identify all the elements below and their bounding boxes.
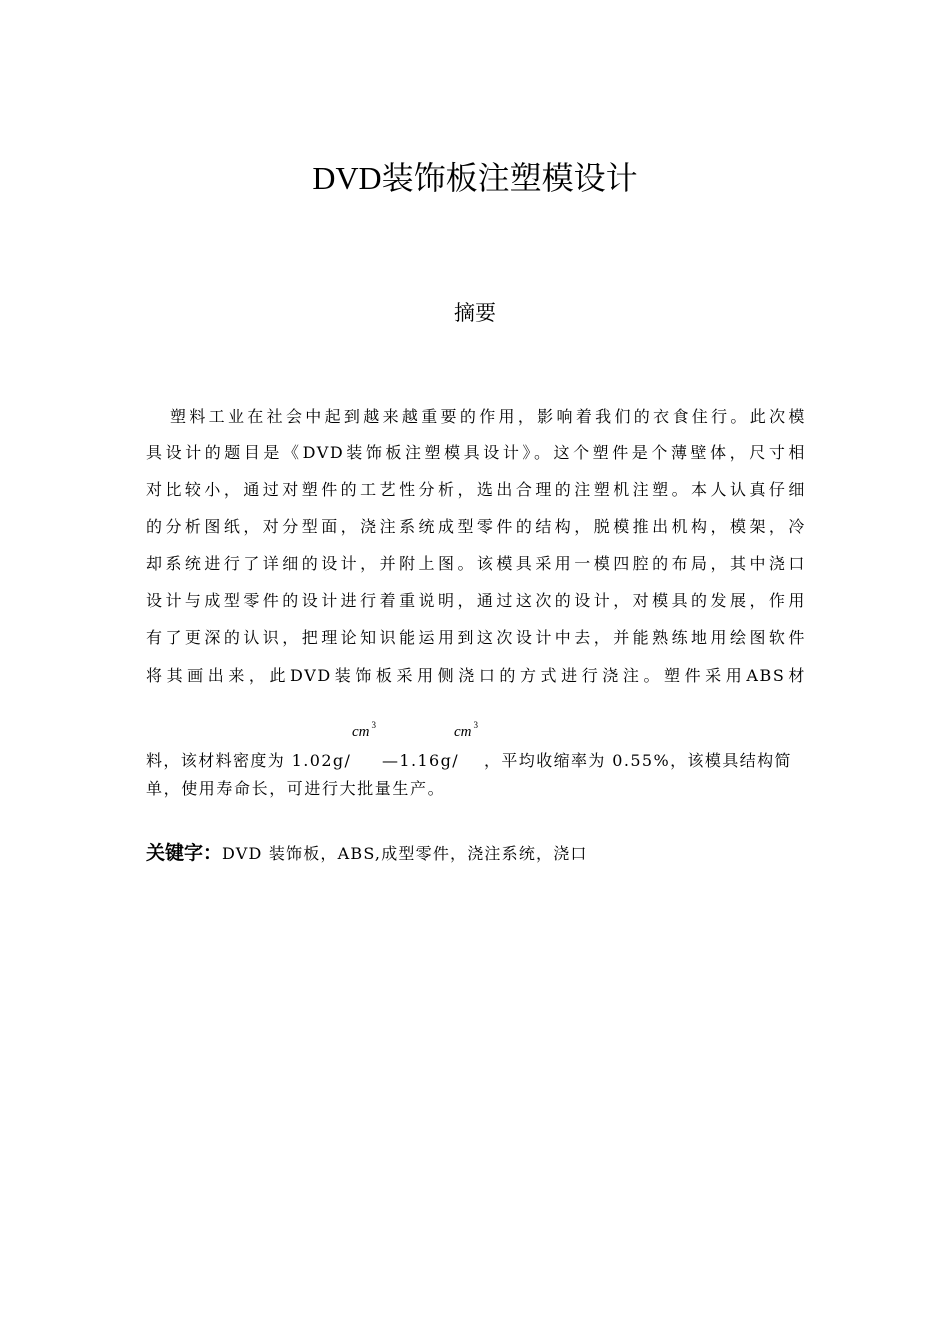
abstract-line: 有了更深的认识，把理论知识能运用到这次设计中去，并能熟练地用绘图软件: [146, 628, 806, 647]
keywords: [146, 838, 806, 869]
unit-exponent: 3: [371, 720, 376, 730]
density-unit: [352, 720, 376, 741]
abstract-line: 单，使用寿命长，可进行大批量生产。: [146, 779, 446, 798]
keywords-label: 关键字：: [146, 842, 223, 864]
density-middle: —1.16g/: [382, 751, 460, 770]
abstract-line: 将其画出来，此DVD装饰板采用侧浇口的方式进行浇注。塑件采用ABS材: [146, 666, 806, 685]
abstract-line: 对比较小，通过对塑件的工艺性分析，选出合理的注塑机注塑。本人认真仔细: [146, 480, 806, 499]
abstract-line: 却系统进行了详细的设计，并附上图。该模具采用一模四腔的布局，其中浇口: [146, 554, 806, 573]
abstract-line: 的分析图纸，对分型面，浇注系统成型零件的结构，脱模推出机构，模架，冷: [146, 517, 806, 536]
unit-base: cm: [352, 724, 370, 740]
density-unit: [454, 720, 478, 741]
abstract-line: 设计与成型零件的设计进行着重说明，通过这次的设计，对模具的发展，作用: [146, 591, 806, 610]
abstract-line: 具设计的题目是《DVD装饰板注塑模具设计》。这个塑件是个薄壁体，尺寸相: [146, 443, 806, 462]
document-title: DVD装饰板注塑模设计: [312, 160, 638, 196]
density-line: [146, 720, 806, 774]
abstract-heading: 摘要: [454, 301, 496, 325]
abstract-line: 塑料工业在社会中起到越来越重要的作用，影响着我们的衣食住行。此次模: [170, 407, 806, 426]
unit-exponent: 3: [473, 720, 478, 730]
unit-base: cm: [454, 724, 472, 740]
keywords-text: DVD 装饰板，ABS,成型零件，浇注系统，浇口: [222, 844, 588, 863]
density-suffix: ，平均收缩率为 0.55%，该模具结构简: [484, 751, 792, 770]
density-prefix: 料，该材料密度为 1.02g/: [146, 751, 352, 770]
